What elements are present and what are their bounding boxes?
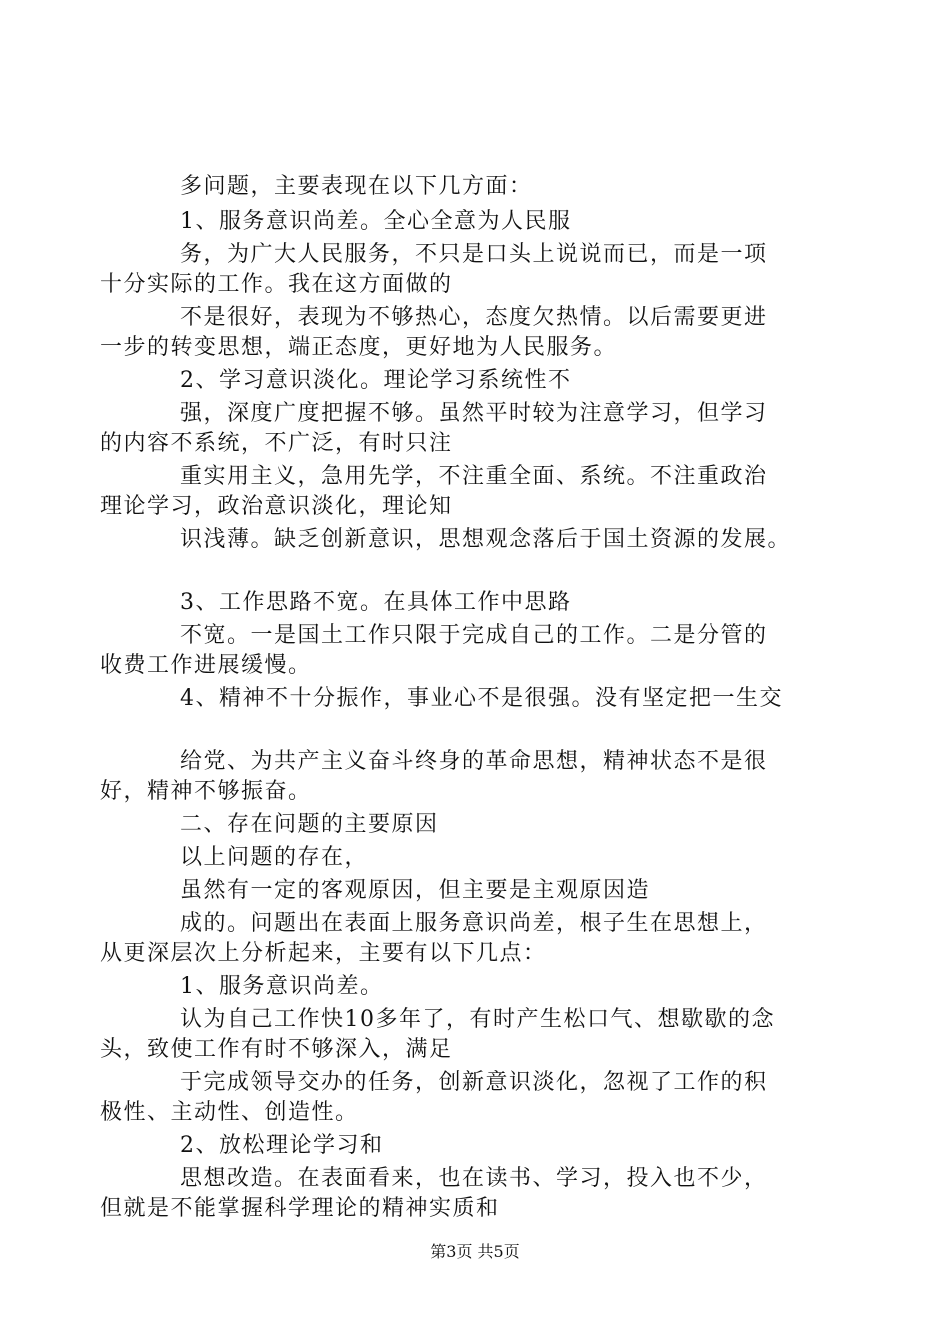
- text-line: 2、学习意识淡化。理论学习系统性不: [180, 368, 572, 393]
- text-line: 4、精神不十分振作，事业心不是很强。没有坚定把一生交: [180, 686, 783, 711]
- text-line: 1、服务意识尚差。: [180, 974, 384, 999]
- text-line: 给党、为共产主义奋斗终身的革命思想，精神状态不是很: [180, 749, 768, 774]
- text-line: 强，深度广度把握不够。虽然平时较为注意学习，但学习: [180, 401, 768, 426]
- text-line: 的内容不系统，不广泛，有时只注: [100, 431, 453, 456]
- text-line: 成的。问题出在表面上服务意识尚差，根子生在思想上，: [180, 911, 768, 936]
- text-line: 虽然有一定的客观原因，但主要是主观原因造: [180, 878, 651, 903]
- text-line: 一步的转变思想，端正态度，更好地为人民服务。: [100, 335, 618, 360]
- text-line: 头，致使工作有时不够深入，满足: [100, 1037, 453, 1062]
- text-line: 不宽。一是国土工作只限于完成自己的工作。二是分管的: [180, 623, 768, 648]
- text-line: 二、存在问题的主要原因: [180, 812, 439, 837]
- text-line: 以上问题的存在，: [180, 845, 369, 870]
- text-line: 认为自己工作快10多年了，有时产生松口气、想歇歇的念: [180, 1007, 775, 1032]
- text-line: 好，精神不够振奋。: [100, 779, 312, 804]
- text-line: 2、放松理论学习和: [180, 1133, 384, 1158]
- text-line: 从更深层次上分析起来，主要有以下几点：: [100, 941, 547, 966]
- text-line: 十分实际的工作。我在这方面做的: [100, 272, 453, 297]
- text-line: 3、工作思路不宽。在具体工作中思路: [180, 590, 572, 615]
- text-line: 务，为广大人民服务，不只是口头上说说而已，而是一项: [180, 242, 768, 267]
- text-line: 但就是不能掌握科学理论的精神实质和: [100, 1196, 500, 1221]
- text-line: 1、服务意识尚差。全心全意为人民服: [180, 209, 572, 234]
- text-line: 不是很好，表现为不够热心，态度欠热情。以后需要更进: [180, 305, 768, 330]
- text-line: 重实用主义，急用先学，不注重全面、系统。不注重政治: [180, 464, 768, 489]
- text-line: 识浅薄。缺乏创新意识，思想观念落后于国土资源的发展。: [180, 527, 792, 552]
- text-line: 理论学习，政治意识淡化，理论知: [100, 494, 453, 519]
- page-footer: 第3页 共5页: [430, 1242, 520, 1261]
- text-line: 多问题，主要表现在以下几方面：: [180, 174, 533, 199]
- text-line: 收费工作进展缓慢。: [100, 653, 312, 678]
- text-line: 思想改造。在表面看来，也在读书、学习，投入也不少，: [180, 1166, 768, 1191]
- text-line: 于完成领导交办的任务，创新意识淡化，忽视了工作的积: [180, 1070, 768, 1095]
- text-line: 极性、主动性、创造性。: [100, 1100, 359, 1125]
